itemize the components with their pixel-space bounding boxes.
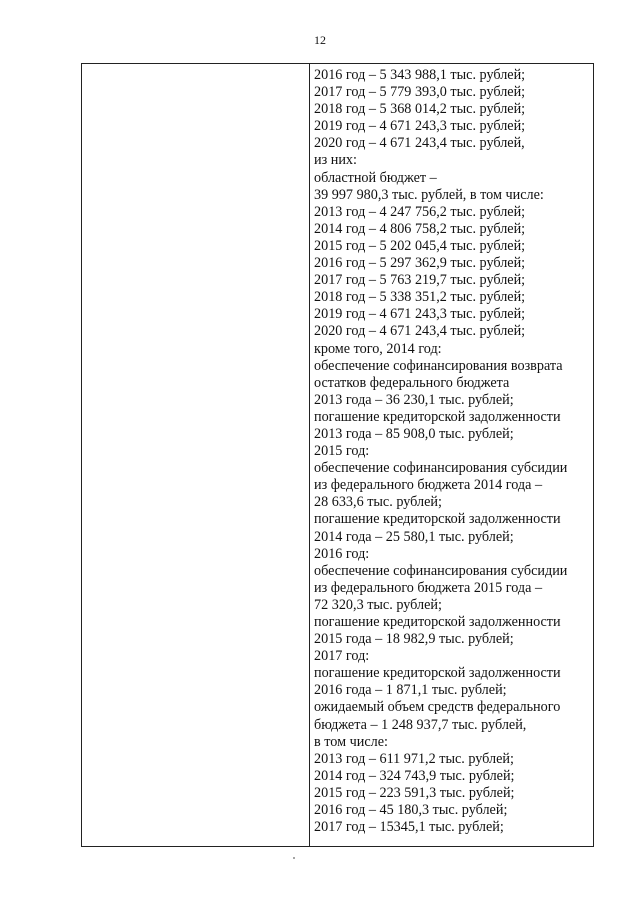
text-line: из федерального бюджета 2014 года – <box>314 477 543 494</box>
text-line: 2015 год: <box>314 443 370 460</box>
text-line: 2020 год – 4 671 243,4 тыс. рублей; <box>314 323 526 340</box>
page-number: 12 <box>314 33 326 47</box>
text-line: обеспечение софинансирования субсидии <box>314 460 568 477</box>
text-line: 2014 год – 324 743,9 тыс. рублей; <box>314 767 515 784</box>
text-line: 2019 год – 4 671 243,3 тыс. рублей; <box>314 118 526 135</box>
text-line: обеспечение софинансирования субсидии <box>314 562 568 579</box>
text-line: погашение кредиторской задолженности <box>314 614 561 630</box>
text-line: 2013 года – 85 908,0 тыс. рублей; <box>314 425 514 442</box>
text-line: бюджета – 1 248 937,7 тыс. рублей, <box>314 716 527 733</box>
text-line: 2015 год – 223 591,3 тыс. рублей; <box>314 784 515 801</box>
text-line: 2017 год: <box>314 648 370 665</box>
text-line: 39 997 980,3 тыс. рублей, в том числе: <box>314 186 544 203</box>
text-line: кроме того, 2014 год: <box>314 340 442 357</box>
text-line: 2015 год – 5 202 045,4 тыс. рублей; <box>314 237 526 254</box>
text-line: 2020 год – 4 671 243,4 тыс. рублей, <box>314 135 525 152</box>
text-line: 72 320,3 тыс. рублей; <box>314 596 442 613</box>
text-line: 2013 года – 36 230,1 тыс. рублей; <box>314 391 514 408</box>
text-line: в том числе: <box>314 733 388 750</box>
document-table <box>81 63 594 847</box>
text-line: 2017 год – 5 763 219,7 тыс. рублей; <box>314 272 526 289</box>
text-line: 2018 год – 5 368 014,2 тыс. рублей; <box>314 101 526 118</box>
text-line: 2013 год – 611 971,2 тыс. рублей; <box>314 750 514 767</box>
text-line: из федерального бюджета 2015 года – <box>314 579 543 596</box>
text-line: 2013 год – 4 247 756,2 тыс. рублей; <box>314 203 526 220</box>
column-divider <box>309 64 310 846</box>
text-line: 2019 год – 4 671 243,3 тыс. рублей; <box>314 306 526 323</box>
funding-text-column <box>314 67 592 836</box>
text-line: погашение кредиторской задолженности <box>314 665 561 682</box>
text-line: остатков федерального бюджета <box>314 374 510 391</box>
text-line: ожидаемый объем средств федерального <box>314 699 561 716</box>
text-line: погашение кредиторской задолженности <box>314 408 561 425</box>
text-line: областной бюджет – <box>314 169 437 186</box>
text-line: погашение кредиторской задолженности <box>314 511 561 528</box>
text-line: из них: <box>314 152 357 169</box>
text-line: 2016 года – 1 871,1 тыс. рублей; <box>314 682 507 699</box>
text-line: 2014 год – 4 806 758,2 тыс. рублей; <box>314 220 526 237</box>
text-line: 2014 года – 25 580,1 тыс. рублей; <box>314 528 514 545</box>
text-line: 2016 год – 45 180,3 тыс. рублей; <box>314 802 508 819</box>
text-line: 2017 год – 5 779 393,0 тыс. рублей; <box>314 84 526 101</box>
text-line: 2016 год – 5 343 988,1 тыс. рублей; <box>314 67 526 83</box>
text-line: 2017 год – 15345,1 тыс. рублей; <box>314 819 504 836</box>
text-line: 2016 год – 5 297 362,9 тыс. рублей; <box>314 255 526 272</box>
text-line: обеспечение софинансирования возврата <box>314 357 563 374</box>
text-line: 2018 год – 5 338 351,2 тыс. рублей; <box>314 289 526 306</box>
text-line: 28 633,6 тыс. рублей; <box>314 494 442 511</box>
scan-speck <box>293 857 295 859</box>
text-line: 2016 год: <box>314 545 370 562</box>
text-line: 2015 года – 18 982,9 тыс. рублей; <box>314 631 514 648</box>
